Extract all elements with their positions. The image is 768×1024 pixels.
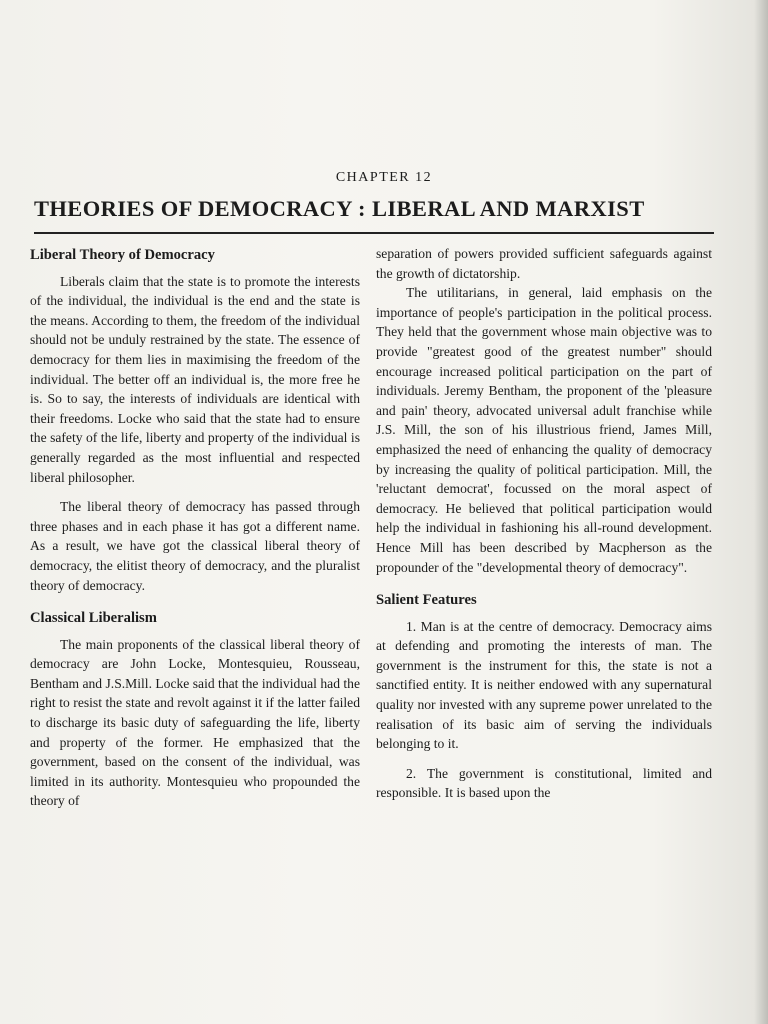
paragraph: separation of powers provided sufficient safeguards against the growth of dictatorship. bbox=[376, 246, 712, 281]
paragraph: The liberal theory of democracy has passed through three phases and in each phase it has got a different name. As a result, we have got the classical liberal theory of democracy, the elitist theory of democracy, and the pluralist theory of democracy. bbox=[30, 499, 360, 593]
left-column bbox=[30, 246, 360, 811]
page-edge-shadow bbox=[754, 0, 768, 1024]
paragraph: Liberals claim that the state is to promote the interests of the individual, the individual is the end and the state is the means. According to them, the freedom of the individual should not be unduly restrained by the state. The essence of democracy for them lies in maximising the freedom of the individual. The better off an individual is, the more free he is. So to say, the interests of individuals are identical with their freedoms. Locke who said that the state had to ensure the safety of the life, liberty and property of the individual is generally regarded as the most influential and respected liberal philosopher. bbox=[30, 273, 360, 485]
section-heading-salient-features: Salient Features bbox=[376, 592, 477, 609]
section-heading-liberal-theory: Liberal Theory of Democracy bbox=[30, 247, 215, 263]
paragraph: 1. Man is at the centre of democracy. Democracy aims at defending and promoting the interests of man. The government is the instrument for this, the state is not a sanctified entity. It is neither endowed with any supernatural quality nor invested with any supreme power unrelated to the realisation of its basic aim of serving the individuals belonging to it. bbox=[376, 618, 712, 752]
right-column bbox=[376, 244, 712, 803]
chapter-label: CHAPTER 12 bbox=[335, 170, 433, 185]
chapter-title: THEORIES OF DEMOCRACY : LIBERAL AND MARXIST bbox=[34, 196, 645, 221]
paragraph: The utilitarians, in general, laid emphasis on the importance of people's participation in the political process. They held that the government whose main objective was to provide "greatest good of the greatest number" should encourage increased political participation on the part of individuals. Jeremy Bentham, the proponent of the 'pleasure and pain' theory, advocated universal adult franchise while J.S. Mill, the son of his illustrious friend, James Mill, emphasized the need of enhancing the quality of democracy by increasing the quality of political participation. Mill, the 'reluctant democrat', focussed on the moral aspect of democracy. He believed that political participation would help the individual in fashioning his all-round development. Hence Mill has been described by Macpherson as the propounder of the "developmental theory of democracy". bbox=[376, 285, 712, 575]
title-rule bbox=[34, 232, 714, 234]
paragraph: 2. The government is constitutional, limited and responsible. It is based upon the bbox=[376, 765, 712, 801]
paragraph: The main proponents of the classical liberal theory of democracy are John Locke, Montesquieu, Rousseau, Bentham and J.S.Mill. Locke said that the individual had the right to resist the state and revolt against it if the latter failed to discharge its basic duty of safeguarding the life, liberty and property of the former. He emphasized that the government, based on the consent of the individual, was limited in its authority. Montesquieu who propounded the theory of bbox=[30, 636, 360, 809]
section-heading-classical-liberalism: Classical Liberalism bbox=[30, 610, 157, 627]
